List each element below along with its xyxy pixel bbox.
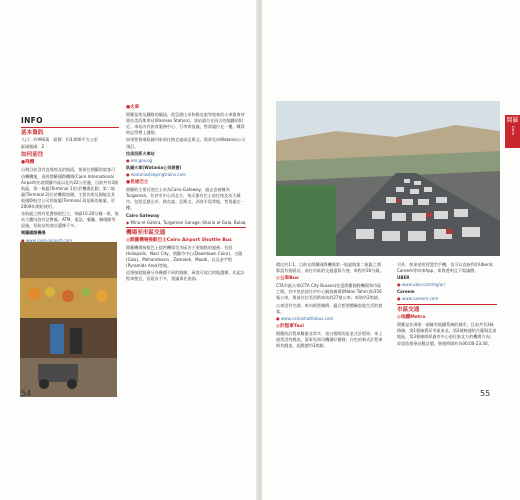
gateway-label: Cairo Gateway [126, 212, 160, 218]
left-column-2 [126, 103, 246, 283]
taxi-heading: ◎計程車Taxi [276, 323, 304, 329]
divider [397, 304, 497, 305]
shuttle-text-2: 這項接駁服務分為幾種不同的路線，乘客可依目的地選擇，比起計程車便宜，但班次不多，建議事先查詢。 [126, 270, 245, 282]
web-icon: ● [21, 237, 25, 243]
ramses-url[interactable] [126, 158, 246, 164]
traffic-photo-art [276, 101, 500, 256]
metro-text-2: 車票依搭乘站數計價，營運時間約為06:00-23:30。 [397, 341, 492, 347]
right-col2-text-top: 另外，如果使用智慧型手機，也可以直接利用Uber或Careem等叫車App，車資透明且不需議價。 [397, 262, 493, 274]
air-text: 台灣目前沒有直飛埃及的航班，要前往開羅的旅客可由轉機地，再經開羅國際機場(Cairo International Airport)出境開羅市區以北約22公里處，目前共有3個航廈，第一航廈(Terminal 1)位於機場北側，第二航廈(Terminal 2)位於機場南側，主要為埃及國航及其他國際航空公司的航廈(Terminal 3)是新的航廈，於2009年開始使用。 [21, 167, 119, 210]
right-col1-text-top: 價比約1:1，目前在開羅國際機場第一航廈與第二航廈之間都設有接駁站，前往市區的交通還算方便，車程約30分鐘。 [276, 262, 384, 274]
web-icon: ● [397, 296, 401, 302]
web-icon: ● [126, 171, 130, 177]
market-photo [20, 242, 117, 397]
basic-info-line1: 人口：約990萬 面積：約3,000平方公里 [21, 137, 98, 143]
careem-url-text: www.careem.com [401, 296, 439, 302]
watania-label: 臥鋪火車(Watania公司經營) [126, 164, 182, 170]
left-column-1 [21, 126, 119, 245]
airport-url-text: www.cairo-airport.com [25, 237, 73, 243]
train-text-2: 如果要搭乘臥鋪列車前往路克索或亞斯文，需事先向Watania公司預訂。 [126, 137, 245, 149]
shuttle-heading: ◎開羅機場接駁巴士Cairo Airport Shuttle Bus [126, 237, 232, 243]
careem-label: Careem [397, 289, 415, 295]
bus-url-text: www.cairoshuttlebus.com [280, 315, 334, 321]
bus-heading: ●長途巴士 [126, 180, 149, 186]
gateway-address-text: Mina el-Gahira, Turgoman Garage; Sharia al-Gala, Bulaq [130, 219, 246, 225]
ramses-label: 拉美西斯火車站 [126, 150, 155, 156]
careem-url[interactable] [397, 296, 497, 302]
web-icon: ● [126, 157, 130, 163]
air-heading: ●飛機 [21, 160, 35, 166]
airport-label: 開羅國際機場 [21, 230, 46, 236]
public-bus-heading: ◎公車Bus [276, 276, 299, 282]
transit-heading: 市區交通 [397, 306, 420, 313]
divider [126, 227, 246, 228]
train-text: 開羅是埃及鐵路的樞紐，從亞歷山卓和路克索等地來的火車都會停靠拉美西斯車站(Ramses Station)，該站就位在同名的地鐵站附近。車站內有旅客服務中心、行李寄放處，售票處位在一樓，購票時記得帶上護照。 [126, 112, 245, 136]
city-transit-heading: 機場至市區交通 [126, 229, 166, 236]
train-heading: ●火車 [126, 105, 140, 110]
metro-heading: ◎地鐵Metro [397, 314, 426, 320]
metro-text: 開羅是非洲第一個擁有地鐵系統的城市，目前共有3條路線，第1號線貫穿市區南北，第2號線連結吉薩與北部地區，第3號線則經過市中心前往東北方的機場方向。 [397, 321, 497, 339]
ramses-url-text: enr.gov.eg [130, 157, 153, 163]
right-column-2 [397, 262, 497, 348]
public-bus-text-2: 公車沒有空調，車內經常擁擠，適合想要體驗當地生活的旅客。 [276, 302, 383, 314]
shuttle-text: 開羅機場接駁巴士提供機場至市區各主要地點的服務，包括Heliopolis、Nasr City、開羅市中心(Downtown Cairo)、吉薩(Giza)、Mohandessin、Zamalek、Maadi、以及金字塔(Pyramids Area)等地。 [126, 244, 243, 269]
uber-label: UBER [397, 275, 410, 281]
left-page [0, 0, 258, 500]
web-icon: ● [276, 315, 280, 321]
watania-url-text: wataniasleepingtrains.com [130, 171, 187, 177]
basic-info-heading: 基本資訊 [21, 130, 44, 136]
divider [21, 127, 119, 128]
page-number-right: 55 [480, 389, 491, 398]
uber-url[interactable] [397, 282, 497, 288]
chapter-tab-zh: 開羅 [506, 117, 519, 124]
uber-url-text: www.uber.com/eg/ar/ [401, 282, 446, 288]
getting-there-heading: 如何前往 [21, 152, 44, 159]
right-column-1 [276, 262, 384, 350]
location-pin-icon: ◆ [126, 219, 130, 225]
section-title: INFO [21, 116, 43, 125]
air-text-2: 各航廈之間有免費接駁巴士，每隔10-20分鐘一班。航站大樓內設有兌幣處、ATM、電話、餐廳、咖啡館等設施，但航站的商店選擇不多。 [21, 211, 119, 229]
market-photo-art [20, 242, 117, 397]
chapter-tab[interactable] [505, 115, 520, 148]
chapter-tab-en: Cairo [511, 125, 515, 136]
basic-info-line2: 區域號碼：2 [21, 144, 45, 150]
traffic-photo [276, 101, 500, 256]
page-number-left: 54 [21, 389, 32, 398]
watania-url[interactable] [126, 172, 246, 178]
web-icon: ● [397, 282, 401, 288]
gateway-address [126, 220, 246, 226]
public-bus-text: CTA市區公車(CTA City Busses)往返開羅國際機場和市區之間，其中包括前往市中心解放廣場(Midan Tahrir)的356號公車，與前往拉美西斯車站的27號公車，車資約2埃鎊。 [276, 283, 383, 301]
bus-url[interactable] [276, 316, 384, 322]
taxi-text: 開羅的計程車數量非常多，黑白相間的是老式計程車，車上通常沒有跳表，需事先和司機講好價錢；白色的新式計程車則有跳表，起跳價約3埃鎊。 [276, 330, 383, 349]
bus-text: 開羅的主要長途巴士站為Cairo Gateway，過去也被稱為Turgoman，位於市中心西北方，每天都有巴士前往埃及各大城市，包括亞歷山卓、路克索、亞斯文、西奈半島等地，售票處在一樓。 [126, 187, 245, 211]
